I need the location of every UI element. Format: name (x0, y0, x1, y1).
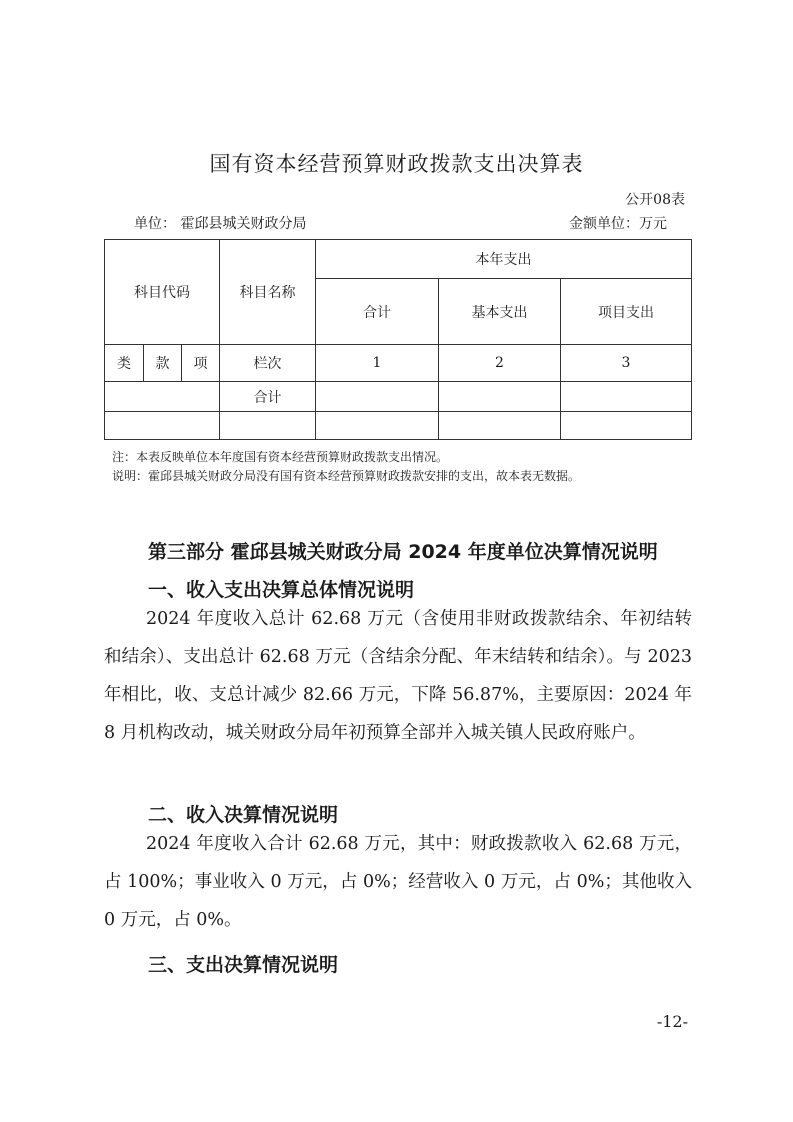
subheading-income: 二、收入决算情况说明 (148, 804, 339, 826)
amount-unit-label: 金额单位：万元 (569, 216, 667, 232)
header-subject-code: 科目代码 (105, 240, 220, 345)
section-title: 第三部分 霍邱县城关财政分局 2024 年度单位决算情况说明 (148, 541, 658, 563)
table-cell (439, 382, 561, 412)
page-title: 国有资本经营预算财政拨款支出决算表 (209, 152, 584, 176)
table-cell (220, 412, 316, 440)
col-number: 2 (439, 345, 561, 382)
table-cell (316, 412, 439, 440)
table-cell (561, 382, 692, 412)
unit-label: 单位： 霍邱县城关财政分局 (134, 216, 307, 232)
table-cell (561, 412, 692, 440)
paragraph-overview: 2024 年度收入总计 62.68 万元（含使用非财政拨款结余、年初结转和结余）、支出总计 62.68 万元（含结余分配、年末结转和结余）。与 2023 年相比，收、支总计减少 82.66 万元，下降 56.87%，主要原因：2024 年 8 月机构改动，城关财政分局年初预算全部并入城关镇人民政府账户。 (104, 609, 692, 743)
table-id: 公开08表 (625, 192, 685, 208)
table-note: 注：本表反映单位本年度国有资本经营预算财政拨款支出情况。 (112, 450, 449, 464)
table-cell (316, 382, 439, 412)
subheading-expense: 三、支出决算情况说明 (148, 954, 339, 976)
table-row (105, 382, 692, 412)
budget-table (104, 239, 692, 440)
table-row (105, 345, 692, 382)
table-cell (105, 412, 220, 440)
table-header-row (105, 240, 692, 279)
row-total-label: 合计 (220, 382, 316, 412)
header-year-expense: 本年支出 (316, 240, 692, 279)
header-project-expense: 项目支出 (561, 279, 692, 345)
col-section: 款 (144, 345, 182, 382)
subheading-overview: 一、收入支出决算总体情况说明 (148, 579, 415, 601)
col-row-index: 栏次 (220, 345, 316, 382)
paragraph-income: 2024 年度收入合计 62.68 万元，其中：财政拨款收入 62.68 万元，占 100%；事业收入 0 万元，占 0%；经营收入 0 万元，占 0%；其他收入 0 万元，占 0%。 (104, 834, 692, 930)
col-number: 1 (316, 345, 439, 382)
table-explanation: 说明：霍邱县城关财政分局没有国有资本经营预算财政拨款安排的支出，故本表无数据。 (112, 469, 581, 483)
table-cell (105, 382, 220, 412)
col-class: 类 (105, 345, 144, 382)
col-item: 项 (182, 345, 220, 382)
table-row (105, 412, 692, 440)
header-basic-expense: 基本支出 (439, 279, 561, 345)
col-number: 3 (561, 345, 692, 382)
header-subject-name: 科目名称 (220, 240, 316, 345)
page-number: -12- (656, 1012, 688, 1031)
header-total: 合计 (316, 279, 439, 345)
table-cell (439, 412, 561, 440)
